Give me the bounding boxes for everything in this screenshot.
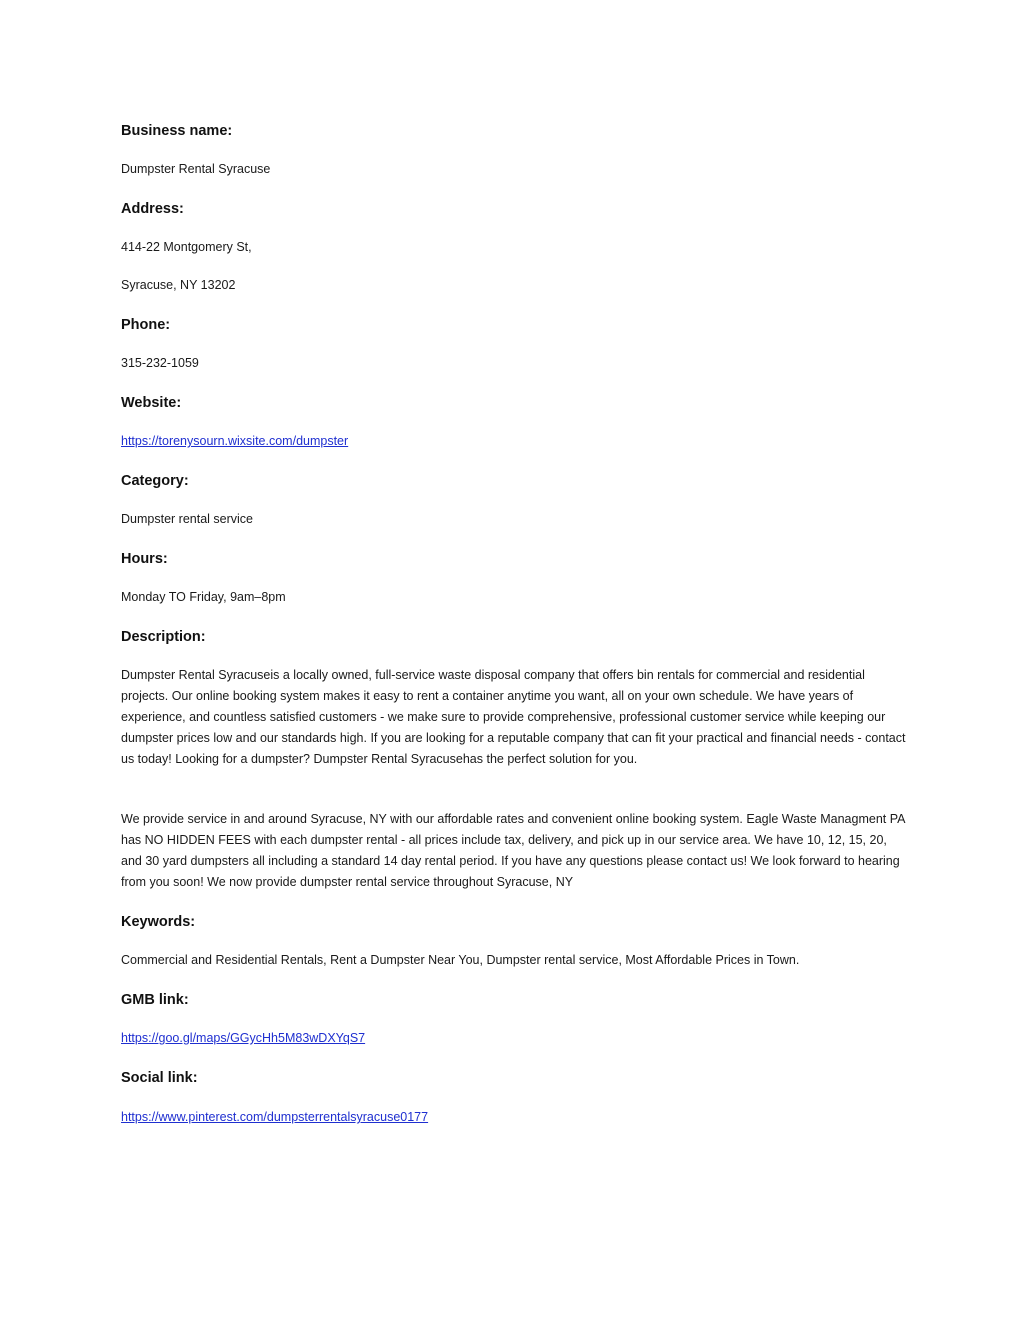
website-link-row bbox=[121, 431, 906, 452]
gmb-link-row bbox=[121, 1028, 906, 1049]
keywords-value: Commercial and Residential Rentals, Rent a Dumpster Near You, Dumpster rental service, Most Affordable Prices in Town. bbox=[121, 953, 800, 967]
social-link[interactable]: https://www.pinterest.com/dumpsterrentalsyracuse0177 bbox=[121, 1110, 429, 1124]
website-heading: Website: bbox=[121, 395, 182, 411]
business-name-value: Dumpster Rental Syracuse bbox=[121, 162, 271, 176]
hours-heading: Hours: bbox=[121, 551, 168, 567]
address-line-1: 414-22 Montgomery St, bbox=[121, 240, 252, 254]
phone-value: 315-232-1059 bbox=[121, 356, 199, 370]
website-link[interactable]: https://torenysourn.wixsite.com/dumpster bbox=[121, 434, 349, 448]
phone-heading: Phone: bbox=[121, 317, 171, 333]
gmb-heading: GMB link: bbox=[121, 992, 189, 1008]
address-heading: Address: bbox=[121, 201, 184, 217]
address-line-2: Syracuse, NY 13202 bbox=[121, 278, 236, 292]
description-paragraph-2: We provide service in and around Syracuse, NY with our affordable rates and convenient online booking system. Eagle Waste Managment PA has NO HIDDEN FEES with each dumpster rental - all prices include tax, delivery, and pick up in our service area. We have 10, 12, 15, 20, and 30 yard dumpsters all including a standard 14 day rental period. If you have any questions please contact us! We look forward to hearing from you soon! We now provide dumpster rental service throughout Syracuse, NY bbox=[121, 812, 905, 889]
category-heading: Category: bbox=[121, 473, 189, 489]
social-heading: Social link: bbox=[121, 1070, 198, 1086]
description-heading: Description: bbox=[121, 629, 206, 645]
description-paragraph-1: Dumpster Rental Syracuseis a locally owned, full-service waste disposal company that offers bin rentals for commercial and residential projects. Our online booking system makes it easy to rent a container anytime you want, all on your own schedule. We have years of experience, and countless satisfied customers - we make sure to provide comprehensive, professional customer service while keeping our dumpster prices low and our standards high. If you are looking for a reputable company that can fit your practical and financial needs - contact us today! Looking for a dumpster? Dumpster Rental Syracusehas the perfect solution for you. bbox=[121, 668, 906, 766]
category-value: Dumpster rental service bbox=[121, 512, 253, 526]
hours-value: Monday TO Friday, 9am–8pm bbox=[121, 590, 286, 604]
social-link-row bbox=[121, 1107, 906, 1128]
business-name-heading: Business name: bbox=[121, 123, 233, 139]
keywords-heading: Keywords: bbox=[121, 914, 196, 930]
gmb-link[interactable]: https://goo.gl/maps/GGycHh5M83wDXYqS7 bbox=[121, 1031, 366, 1045]
